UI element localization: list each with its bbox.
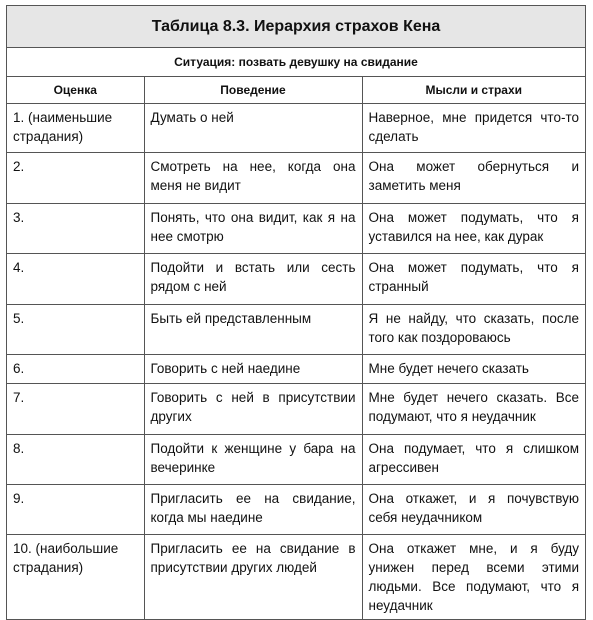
behavior-cell: Пригласить ее на свидание, когда мы наедине: [144, 485, 362, 535]
thoughts-cell: Я не найду, что сказать, после того как поздороваюсь: [362, 305, 585, 355]
behavior-cell: Подойти к женщине у бара на вечеринке: [144, 435, 362, 485]
table-row: [7, 254, 585, 305]
behavior-cell: Говорить с ней наедине: [144, 355, 362, 384]
behavior-cell: Пригласить ее на свидание в присутствии других людей: [144, 535, 362, 620]
table-row: [7, 384, 585, 435]
column-header-behavior: Поведение: [144, 77, 362, 104]
behavior-cell: Быть ей представленным: [144, 305, 362, 355]
column-header-rating: Оценка: [7, 77, 144, 104]
thoughts-cell: Она откажет, и я почувствую себя неудачником: [362, 485, 585, 535]
rating-cell: 6.: [7, 355, 144, 384]
table-row: [7, 355, 585, 384]
rating-cell: 4.: [7, 254, 144, 305]
thoughts-cell: Мне будет нечего сказать: [362, 355, 585, 384]
table-row: [7, 204, 585, 254]
column-header-thoughts: Мысли и страхи: [362, 77, 585, 104]
rating-cell: 10. (наибольшие страдания): [7, 535, 144, 620]
behavior-cell: Думать о ней: [144, 104, 362, 153]
rating-cell: 9.: [7, 485, 144, 535]
thoughts-cell: Она может обернуться и заметить меня: [362, 153, 585, 204]
table-title: Таблица 8.3. Иерархия страхов Кена: [7, 6, 585, 48]
table-situation: Ситуация: позвать девушку на свидание: [7, 48, 585, 77]
table-header-row: [7, 77, 585, 104]
thoughts-cell: Она подумает, что я слишком агрессивен: [362, 435, 585, 485]
table-situation-row: [7, 48, 585, 77]
table-row: [7, 435, 585, 485]
behavior-cell: Подойти и встать или сесть рядом с ней: [144, 254, 362, 305]
thoughts-cell: Она откажет мне, и я буду унижен перед всеми этими людьми. Все подумают, что я неудачник: [362, 535, 585, 620]
table-row: [7, 104, 585, 153]
table-title-row: [7, 6, 585, 48]
rating-cell: 3.: [7, 204, 144, 254]
behavior-cell: Говорить с ней в присутствии других: [144, 384, 362, 435]
table-row: [7, 305, 585, 355]
thoughts-cell: Она может подумать, что я уставился на нее, как дурак: [362, 204, 585, 254]
rating-cell: 8.: [7, 435, 144, 485]
thoughts-cell: Она может подумать, что я странный: [362, 254, 585, 305]
rating-cell: 1. (наименьшие страдания): [7, 104, 144, 153]
rating-cell: 2.: [7, 153, 144, 204]
rating-cell: 7.: [7, 384, 144, 435]
thoughts-cell: Мне будет нечего сказать. Все подумают, что я неудачник: [362, 384, 585, 435]
fear-hierarchy-table-frame: [6, 5, 586, 620]
table-row: [7, 153, 585, 204]
fear-hierarchy-table: [7, 6, 585, 619]
rating-cell: 5.: [7, 305, 144, 355]
behavior-cell: Смотреть на нее, когда она меня не видит: [144, 153, 362, 204]
behavior-cell: Понять, что она видит, как я на нее смотрю: [144, 204, 362, 254]
table-row: [7, 485, 585, 535]
thoughts-cell: Наверное, мне придется что-то сделать: [362, 104, 585, 153]
table-row: [7, 535, 585, 620]
